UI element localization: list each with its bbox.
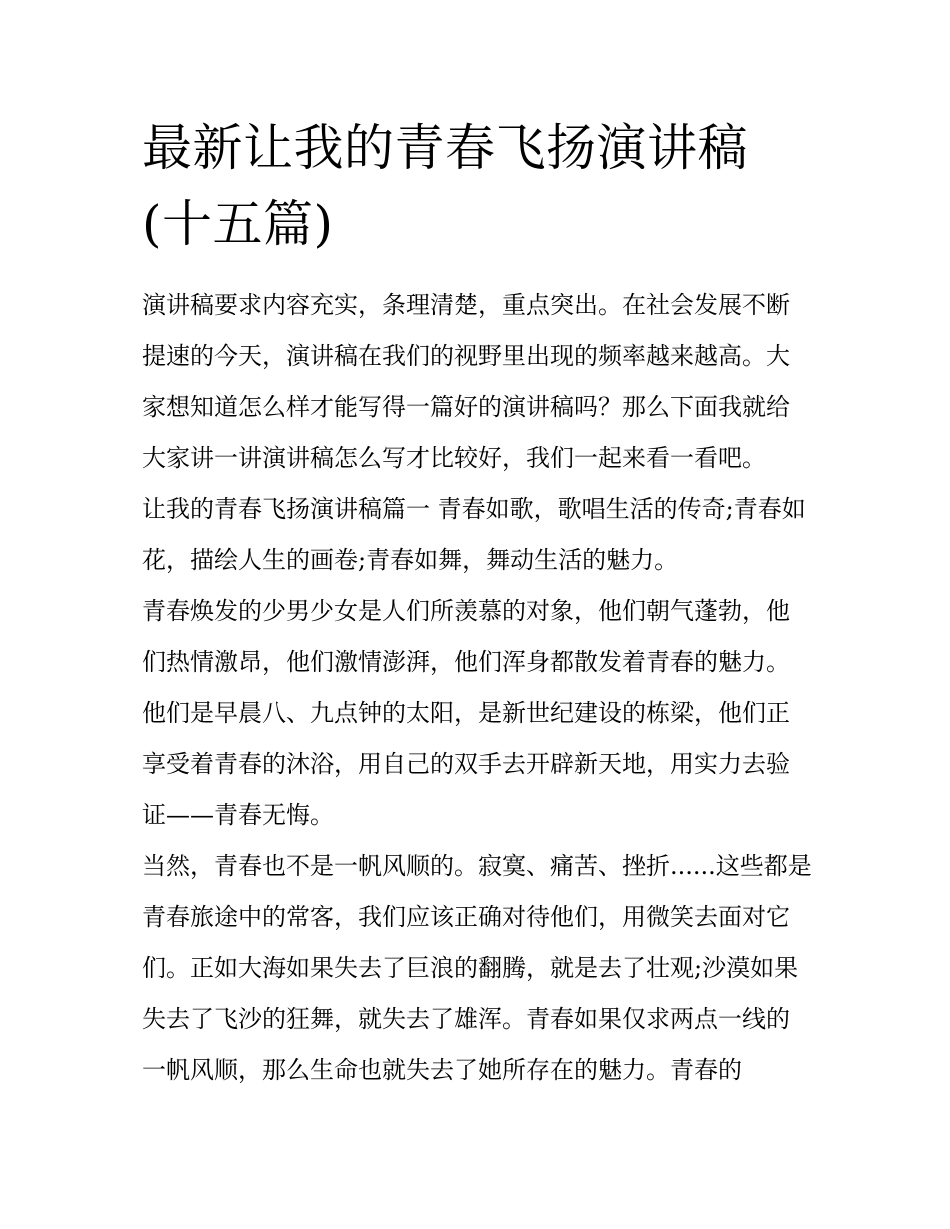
paragraph-intro: 演讲稿要求内容充实，条理清楚，重点突出。在社会发展不断提速的今天，演讲稿在我们的视野里出现的频率越来越高。大家想知道怎么样才能写得一篇好的演讲稿吗？那么下面我就给大家讲一讲演讲稿怎么写才比较好，我们一起来看一看吧。 [142, 291, 790, 472]
paragraph-3: 当然，青春也不是一帆风顺的。寂寞、痛苦、挫折......这些都是青春旅途中的常客，我们应该正确对待他们，用微笑去面对它们。正如大海如果失去了巨浪的翻腾，就是去了壮观;沙漠如果失去了飞沙的狂舞，就失去了雄浑。青春如果仅求两点一线的一帆风顺，那么生命也就失去了她所存在的魅力。青春的 [142, 852, 812, 1084]
paragraph-2: 青春焕发的少男少女是人们所羡慕的对象，他们朝气蓬勃，他们热情激昂，他们激情澎湃，他们浑身都散发着青春的魅力。他们是早晨八、九点钟的太阳，是新世纪建设的栋梁，他们正享受着青春的沐浴，用自己的双手去开辟新天地，用实力去验证——青春无悔。 [142, 597, 790, 829]
document-title: 最新让我的青春飞扬演讲稿(十五篇) [142, 119, 748, 253]
document-body [142, 280, 812, 1096]
paragraph-1: 让我的青春飞扬演讲稿篇一 青春如歌，歌唱生活的传奇;青春如花，描绘人生的画卷;青春如舞，舞动生活的魅力。 [142, 495, 806, 574]
document-page [142, 110, 812, 1096]
